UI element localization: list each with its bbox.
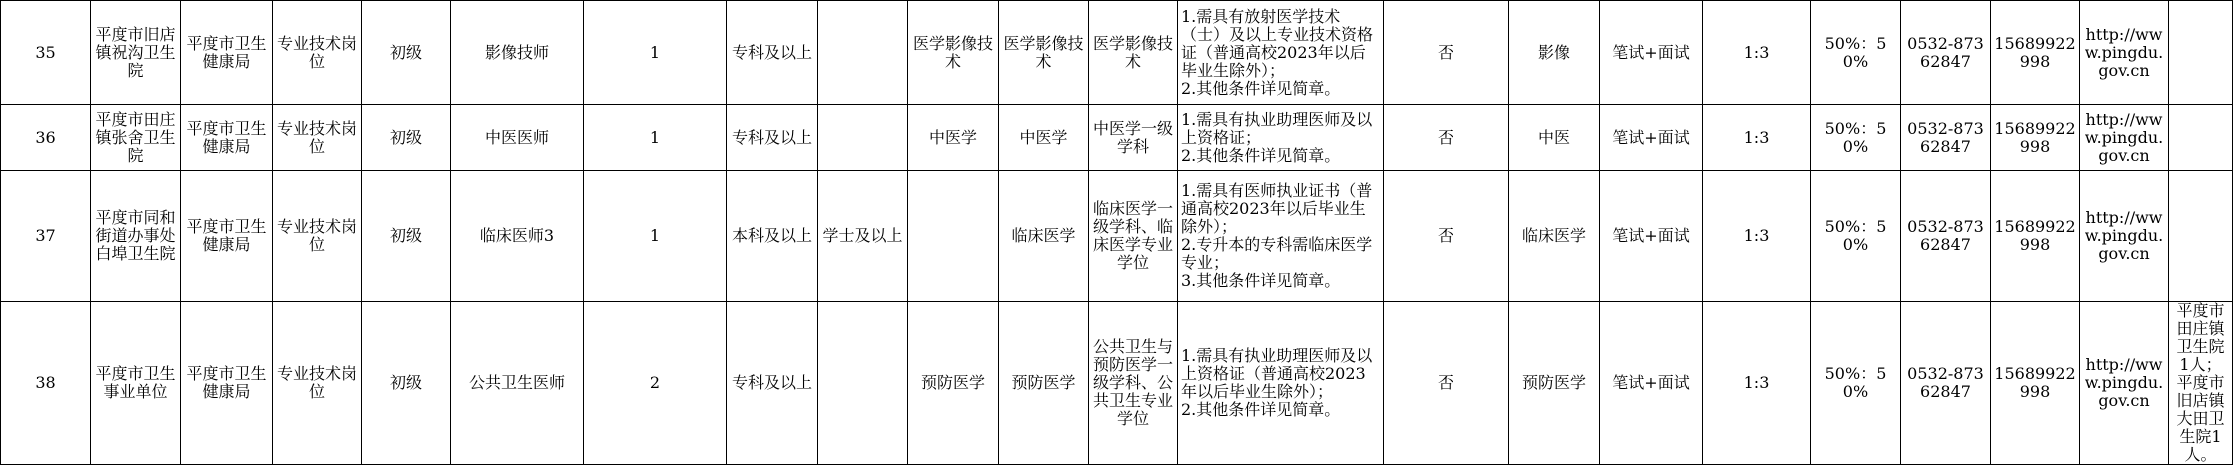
hire-count-cell: 1 — [584, 1, 727, 105]
website-cell: http://www.pingdu.gov.cn — [2080, 1, 2169, 105]
position-name-cell: 中医医师 — [451, 105, 584, 171]
department-cell: 平度市卫生健康局 — [181, 171, 273, 302]
position-type-cell: 专业技术岗位 — [273, 105, 362, 171]
flag-cell: 否 — [1384, 171, 1509, 302]
department-cell: 平度市卫生健康局 — [181, 302, 273, 465]
department-cell: 平度市卫生健康局 — [181, 105, 273, 171]
website-cell: http://www.pingdu.gov.cn — [2080, 105, 2169, 171]
major-graduate-cell: 公共卫生与预防医学一级学科、公共卫生专业学位 — [1089, 302, 1178, 465]
table-row — [1, 1, 2233, 105]
supervise-phone-cell: 15689922998 — [1991, 1, 2080, 105]
exam-method-cell: 笔试+面试 — [1600, 105, 1703, 171]
row-number-cell: 35 — [1, 1, 91, 105]
consult-phone-cell: 0532-87362847 — [1901, 105, 1991, 171]
requirement-line: 3.其他条件详见简章。 — [1181, 271, 1341, 290]
row-number-cell: 37 — [1, 171, 91, 302]
department-cell: 平度市卫生健康局 — [181, 1, 273, 105]
weight-cell: 50%：50% — [1811, 171, 1901, 302]
note-cell: 平度市田庄镇卫生院1人；平度市旧店镇大田卫生院1人。 — [2169, 302, 2233, 465]
major-junior-college-cell — [908, 171, 999, 302]
major-undergraduate-cell: 预防医学 — [999, 302, 1089, 465]
weight-cell: 50%：50% — [1811, 302, 1901, 465]
requirement-line: 1.需具有放射医学技术（士）及以上专业技术资格证（普通高校2023年以后毕业生除外）； — [1181, 6, 1374, 80]
major-graduate-cell: 中医学一级学科 — [1089, 105, 1178, 171]
position-level-cell: 初级 — [362, 171, 451, 302]
position-type-cell: 专业技术岗位 — [273, 171, 362, 302]
major-undergraduate-cell: 医学影像技术 — [999, 1, 1089, 105]
major-graduate-cell: 临床医学一级学科、临床医学专业学位 — [1089, 171, 1178, 302]
consult-phone-cell: 0532-87362847 — [1901, 171, 1991, 302]
requirements-cell — [1178, 171, 1384, 302]
exam-category-cell: 影像 — [1509, 1, 1600, 105]
ratio-cell: 1:3 — [1703, 171, 1811, 302]
ratio-cell: 1:3 — [1703, 302, 1811, 465]
flag-cell: 否 — [1384, 302, 1509, 465]
position-type-cell: 专业技术岗位 — [273, 1, 362, 105]
degree-cell: 学士及以上 — [818, 171, 908, 302]
row-number-cell: 38 — [1, 302, 91, 465]
supervise-phone-cell: 15689922998 — [1991, 171, 2080, 302]
requirement-line: 2.专升本的专科需临床医学专业； — [1181, 235, 1373, 272]
major-junior-college-cell: 预防医学 — [908, 302, 999, 465]
hire-count-cell: 1 — [584, 105, 727, 171]
position-name-cell: 公共卫生医师 — [451, 302, 584, 465]
requirement-line: 2.其他条件详见简章。 — [1181, 400, 1341, 419]
degree-cell — [818, 1, 908, 105]
flag-cell: 否 — [1384, 1, 1509, 105]
hire-count-cell: 2 — [584, 302, 727, 465]
position-level-cell: 初级 — [362, 105, 451, 171]
position-name-cell: 临床医师3 — [451, 171, 584, 302]
weight-cell: 50%：50% — [1811, 105, 1901, 171]
hiring-unit-cell: 平度市田庄镇张舍卫生院 — [91, 105, 181, 171]
flag-cell: 否 — [1384, 105, 1509, 171]
requirement-line: 2.其他条件详见简章。 — [1181, 145, 1341, 165]
ratio-cell: 1:3 — [1703, 105, 1811, 171]
exam-method-cell: 笔试+面试 — [1600, 302, 1703, 465]
education-cell: 专科及以上 — [727, 302, 818, 465]
hire-count-cell: 1 — [584, 171, 727, 302]
supervise-phone-cell: 15689922998 — [1991, 105, 2080, 171]
education-cell: 本科及以上 — [727, 171, 818, 302]
website-cell: http://www.pingdu.gov.cn — [2080, 302, 2169, 465]
hiring-unit-cell: 平度市同和街道办事处白埠卫生院 — [91, 171, 181, 302]
consult-phone-cell: 0532-87362847 — [1901, 1, 1991, 105]
requirement-line: 1.需具有医师执业证书（普通高校2023年以后毕业生除外）； — [1181, 181, 1373, 236]
hiring-unit-cell: 平度市旧店镇祝沟卫生院 — [91, 1, 181, 105]
row-number-cell: 36 — [1, 105, 91, 171]
hiring-unit-cell: 平度市卫生事业单位 — [91, 302, 181, 465]
note-cell — [2169, 1, 2233, 105]
major-junior-college-cell: 医学影像技术 — [908, 1, 999, 105]
requirement-line: 2.其他条件详见简章。 — [1181, 78, 1341, 98]
exam-category-cell: 预防医学 — [1509, 302, 1600, 465]
requirements-cell — [1178, 302, 1384, 465]
requirements-cell — [1178, 105, 1384, 171]
degree-cell — [818, 302, 908, 465]
education-cell: 专科及以上 — [727, 105, 818, 171]
table-row — [1, 302, 2233, 465]
degree-cell — [818, 105, 908, 171]
position-name-cell: 影像技师 — [451, 1, 584, 105]
major-graduate-cell: 医学影像技术 — [1089, 1, 1178, 105]
ratio-cell: 1:3 — [1703, 1, 1811, 105]
exam-method-cell: 笔试+面试 — [1600, 171, 1703, 302]
weight-cell: 50%：50% — [1811, 1, 1901, 105]
position-level-cell: 初级 — [362, 302, 451, 465]
education-cell: 专科及以上 — [727, 1, 818, 105]
table-row — [1, 171, 2233, 302]
requirement-line: 1.需具有执业助理医师及以上资格证（普通高校2023年以后毕业生除外）； — [1181, 346, 1373, 401]
table-row — [1, 105, 2233, 171]
website-cell: http://www.pingdu.gov.cn — [2080, 171, 2169, 302]
requirements-cell — [1178, 1, 1384, 105]
major-undergraduate-cell: 中医学 — [999, 105, 1089, 171]
note-cell — [2169, 105, 2233, 171]
major-undergraduate-cell: 临床医学 — [999, 171, 1089, 302]
consult-phone-cell: 0532-87362847 — [1901, 302, 1991, 465]
exam-category-cell: 中医 — [1509, 105, 1600, 171]
note-cell — [2169, 171, 2233, 302]
position-level-cell: 初级 — [362, 1, 451, 105]
major-junior-college-cell: 中医学 — [908, 105, 999, 171]
supervise-phone-cell: 15689922998 — [1991, 302, 2080, 465]
exam-category-cell: 临床医学 — [1509, 171, 1600, 302]
position-type-cell: 专业技术岗位 — [273, 302, 362, 465]
requirement-line: 1.需具有执业助理医师及以上资格证； — [1181, 109, 1373, 147]
exam-method-cell: 笔试+面试 — [1600, 1, 1703, 105]
